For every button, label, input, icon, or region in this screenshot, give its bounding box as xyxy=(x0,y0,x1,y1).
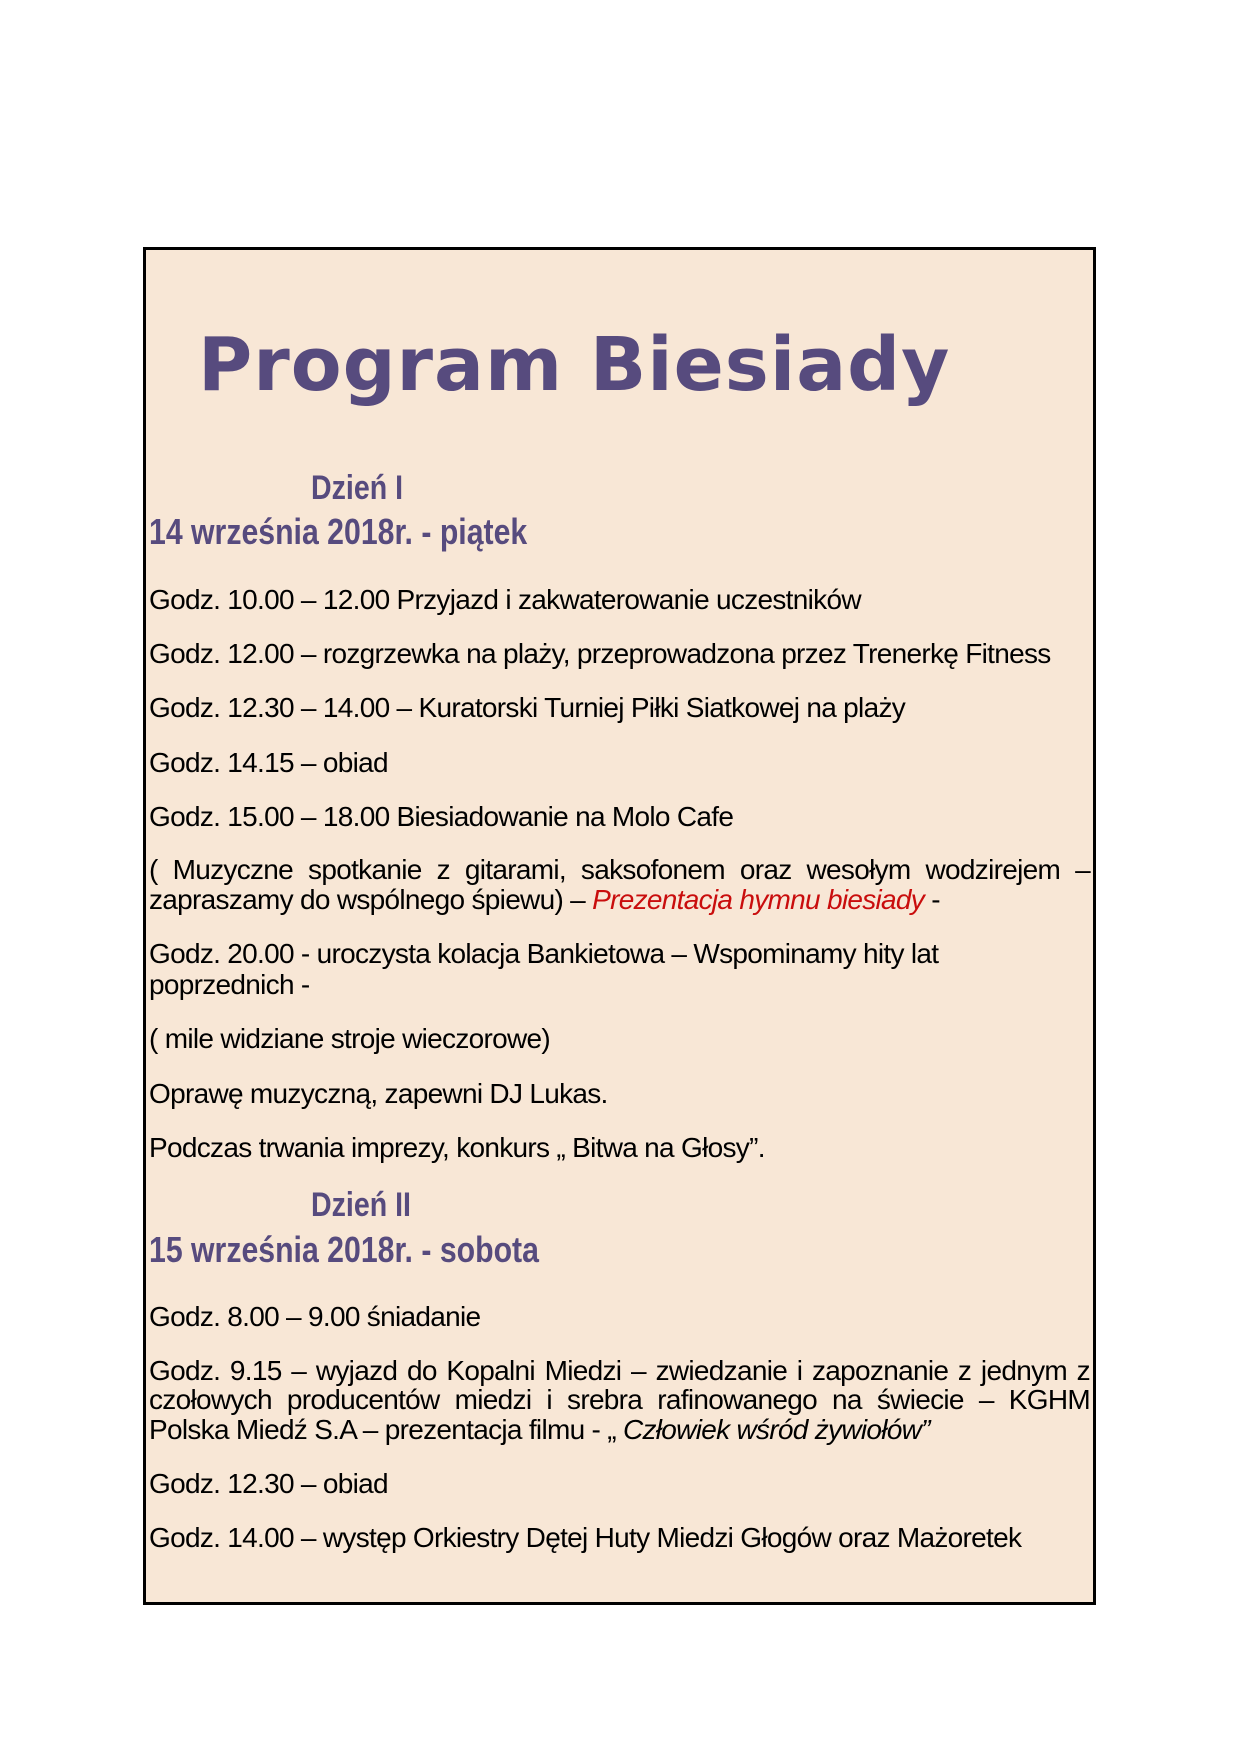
day-1-event-4-text: Godz. 14.15 – obiad xyxy=(149,746,388,778)
day-2-event-2-text: Godz. 9.15 – wyjazd do Kopalni Miedzi – zwiedzanie i zapoznanie z jednym z czołowych producentów miedzi i srebra rafinowanego na świecie – KGHM Polska Miedź S.A – prezentacja filmu - „ xyxy=(149,1354,1090,1446)
day-1-event-3 xyxy=(149,692,1090,723)
document-title-text: Program Biesiady xyxy=(198,322,951,408)
day-1-event-6-text: Godz. 20.00 - uroczysta kolacja Bankietowa – Wspominamy hity lat poprzednich - xyxy=(149,937,939,1001)
day-1-note-music xyxy=(149,855,1090,914)
day-2-event-2 xyxy=(149,1356,1090,1445)
day-2-event-4-text: Godz. 14.00 – występ Orkiestry Dętej Huty Miedzi Głogów oraz Mażoretek xyxy=(149,1522,1022,1554)
day-2-header xyxy=(311,1186,968,1226)
day-1-note-dj-text: Oprawę muzyczną, zapewni DJ Lukas. xyxy=(149,1077,608,1109)
day-1-note-dj xyxy=(149,1078,1090,1109)
document-title xyxy=(198,322,1093,409)
day-1-event-1-text: Godz. 10.00 – 12.00 Przyjazd i zakwaterowanie uczestników xyxy=(149,583,861,615)
day-1-note-dresscode-text: ( mile widziane stroje wieczorowe) xyxy=(149,1023,550,1055)
day-2-event-4 xyxy=(149,1522,1090,1553)
day-1-event-2-text: Godz. 12.00 – rozgrzewka na plaży, przeprowadzona przez Trenerkę Fitness xyxy=(149,637,1051,669)
day-1-event-4 xyxy=(149,747,1090,778)
day-1-event-6 xyxy=(149,938,1090,1001)
day-1-event-2 xyxy=(149,638,1090,669)
program-document xyxy=(143,247,1096,1605)
day-1-note-contest xyxy=(149,1132,1090,1163)
day-1-header xyxy=(311,469,968,509)
day-1-header-text: Dzień I xyxy=(311,468,404,507)
day-1-note-music-text: ( Muzyczne spotkanie z gitarami, saksofonem oraz wesołym wodzirejem – zapraszamy do wspólnego śpiewu) – xyxy=(149,854,1090,915)
day-1-event-1 xyxy=(149,584,1090,615)
day-1-event-5 xyxy=(149,801,1090,832)
day-2-event-1 xyxy=(149,1301,1090,1332)
day-2-event-3 xyxy=(149,1468,1090,1499)
day-2-event-1-text: Godz. 8.00 – 9.00 śniadanie xyxy=(149,1301,481,1333)
day-2-date-text: 15 września 2018r. - sobota xyxy=(149,1229,539,1271)
day-1-note-music-red-italic: Prezentacja hymnu biesiady xyxy=(592,884,925,915)
day-1-event-3-text: Godz. 12.30 – 14.00 – Kuratorski Turniej Piłki Siatkowej na plaży xyxy=(149,692,906,724)
day-2-event-2-italic: Człowiek wśród żywiołów” xyxy=(622,1414,930,1446)
day-2-header-text: Dzień II xyxy=(311,1186,411,1225)
day-1-note-contest-text: Podczas trwania imprezy, konkurs „ Bitwa na Głosy”. xyxy=(149,1132,765,1164)
day-1-date-text: 14 września 2018r. - piątek xyxy=(149,511,528,553)
day-1-note-music-text: - xyxy=(924,884,940,915)
day-1-date xyxy=(149,510,939,553)
day-1-event-5-text: Godz. 15.00 – 18.00 Biesiadowanie na Molo Cafe xyxy=(149,800,734,832)
day-2-date xyxy=(149,1228,939,1271)
day-2-event-3-text: Godz. 12.30 – obiad xyxy=(149,1467,388,1499)
day-1-note-dresscode xyxy=(149,1023,1090,1054)
